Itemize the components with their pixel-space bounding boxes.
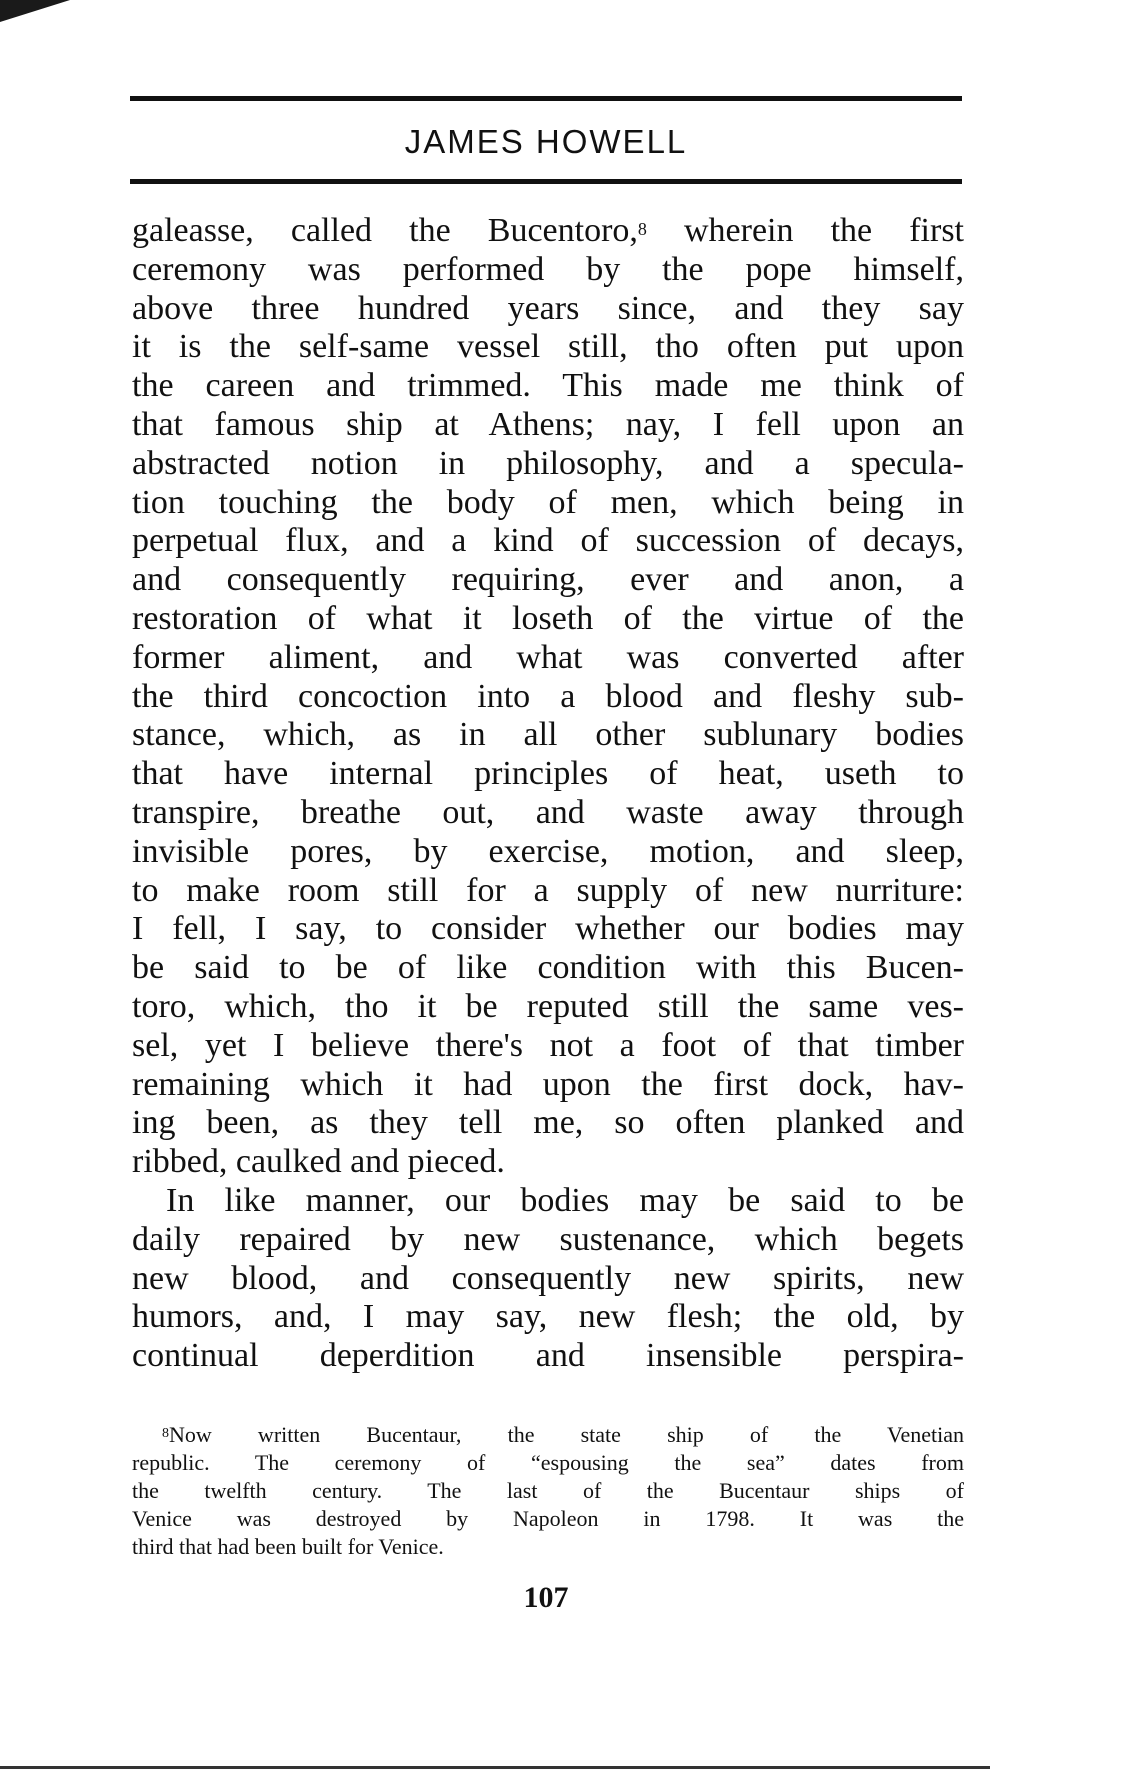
body-line-text: galeasse, called the Bucentoro, [132,212,638,249]
body-line: former aliment, and what was converted after [132,638,964,676]
body-line: stance, which, as in all other sublunary bodies [132,716,964,754]
footnote-line: republic. The ceremony of “espousing the sea” dates from [132,1450,964,1475]
footnote-line-text: Now written Bucentaur, the state ship of the Venetian [169,1422,964,1447]
body-line: toro, which, tho it be reputed still the same ves- [132,987,964,1025]
footnote-line: the twelfth century. The last of the Bucentaur ships of [132,1478,964,1503]
footnote-reference: 8 [637,219,647,239]
page-number: 107 [523,1581,569,1614]
header-top-rule [130,96,962,101]
body-line: new blood, and consequently new spirits, new [132,1259,964,1297]
footnote-mark: 8 [162,1426,169,1441]
body-line: I fell, I say, to consider whether our bodies may [132,910,964,948]
body-line: that famous ship at Athens; nay, I fell upon an [132,405,964,443]
body-text [132,212,964,1376]
body-line: it is the self-same vessel still, tho often put upon [132,328,964,366]
body-line: daily repaired by new sustenance, which begets [132,1220,964,1258]
header-bottom-rule [130,179,962,184]
footnote-line [132,1421,964,1449]
body-line: above three hundred years since, and they say [132,289,964,327]
body-line: sel, yet I believe there's not a foot of that timber [132,1026,964,1064]
body-line: tion touching the body of men, which being in [132,483,964,521]
body-line: continual deperdition and insensible perspira- [132,1337,964,1375]
body-line: humors, and, I may say, new flesh; the old, by [132,1298,964,1336]
body-line: the careen and trimmed. This made me think of [132,367,964,405]
body-line: remaining which it had upon the first dock, hav- [132,1065,964,1103]
page-corner-mark [0,0,70,22]
body-line: be said to be of like condition with this Bucen- [132,949,964,987]
body-line: ing been, as they tell me, so often planked and [132,1104,964,1142]
footnote-line: third that had been built for Venice. [132,1534,444,1559]
running-head: JAMES HOWELL [404,123,688,160]
body-line: In like manner, our bodies may be said to be [166,1181,964,1219]
body-line: invisible pores, by exercise, motion, and sleep, [132,832,964,870]
footnote-line: Venice was destroyed by Napoleon in 1798. It was the [132,1506,964,1531]
body-line: and consequently requiring, ever and anon, a [132,561,964,599]
body-line-text: wherein the first [646,212,965,249]
body-line [132,212,964,251]
footnote [132,1421,964,1561]
body-line: perpetual flux, and a kind of succession of decays, [132,522,964,560]
body-line: ceremony was performed by the pope himself, [132,250,964,288]
body-line: the third concoction into a blood and fleshy sub- [132,677,964,715]
body-line: that have internal principles of heat, useth to [132,755,964,793]
body-line: restoration of what it loseth of the virtue of the [132,599,964,637]
body-line: ribbed, caulked and pieced. [132,1143,505,1181]
body-line: abstracted notion in philosophy, and a specula- [132,444,964,482]
body-line: transpire, breathe out, and waste away through [132,793,964,831]
body-line: to make room still for a supply of new nurriture: [132,871,964,909]
page-bottom-rule [0,1766,990,1769]
